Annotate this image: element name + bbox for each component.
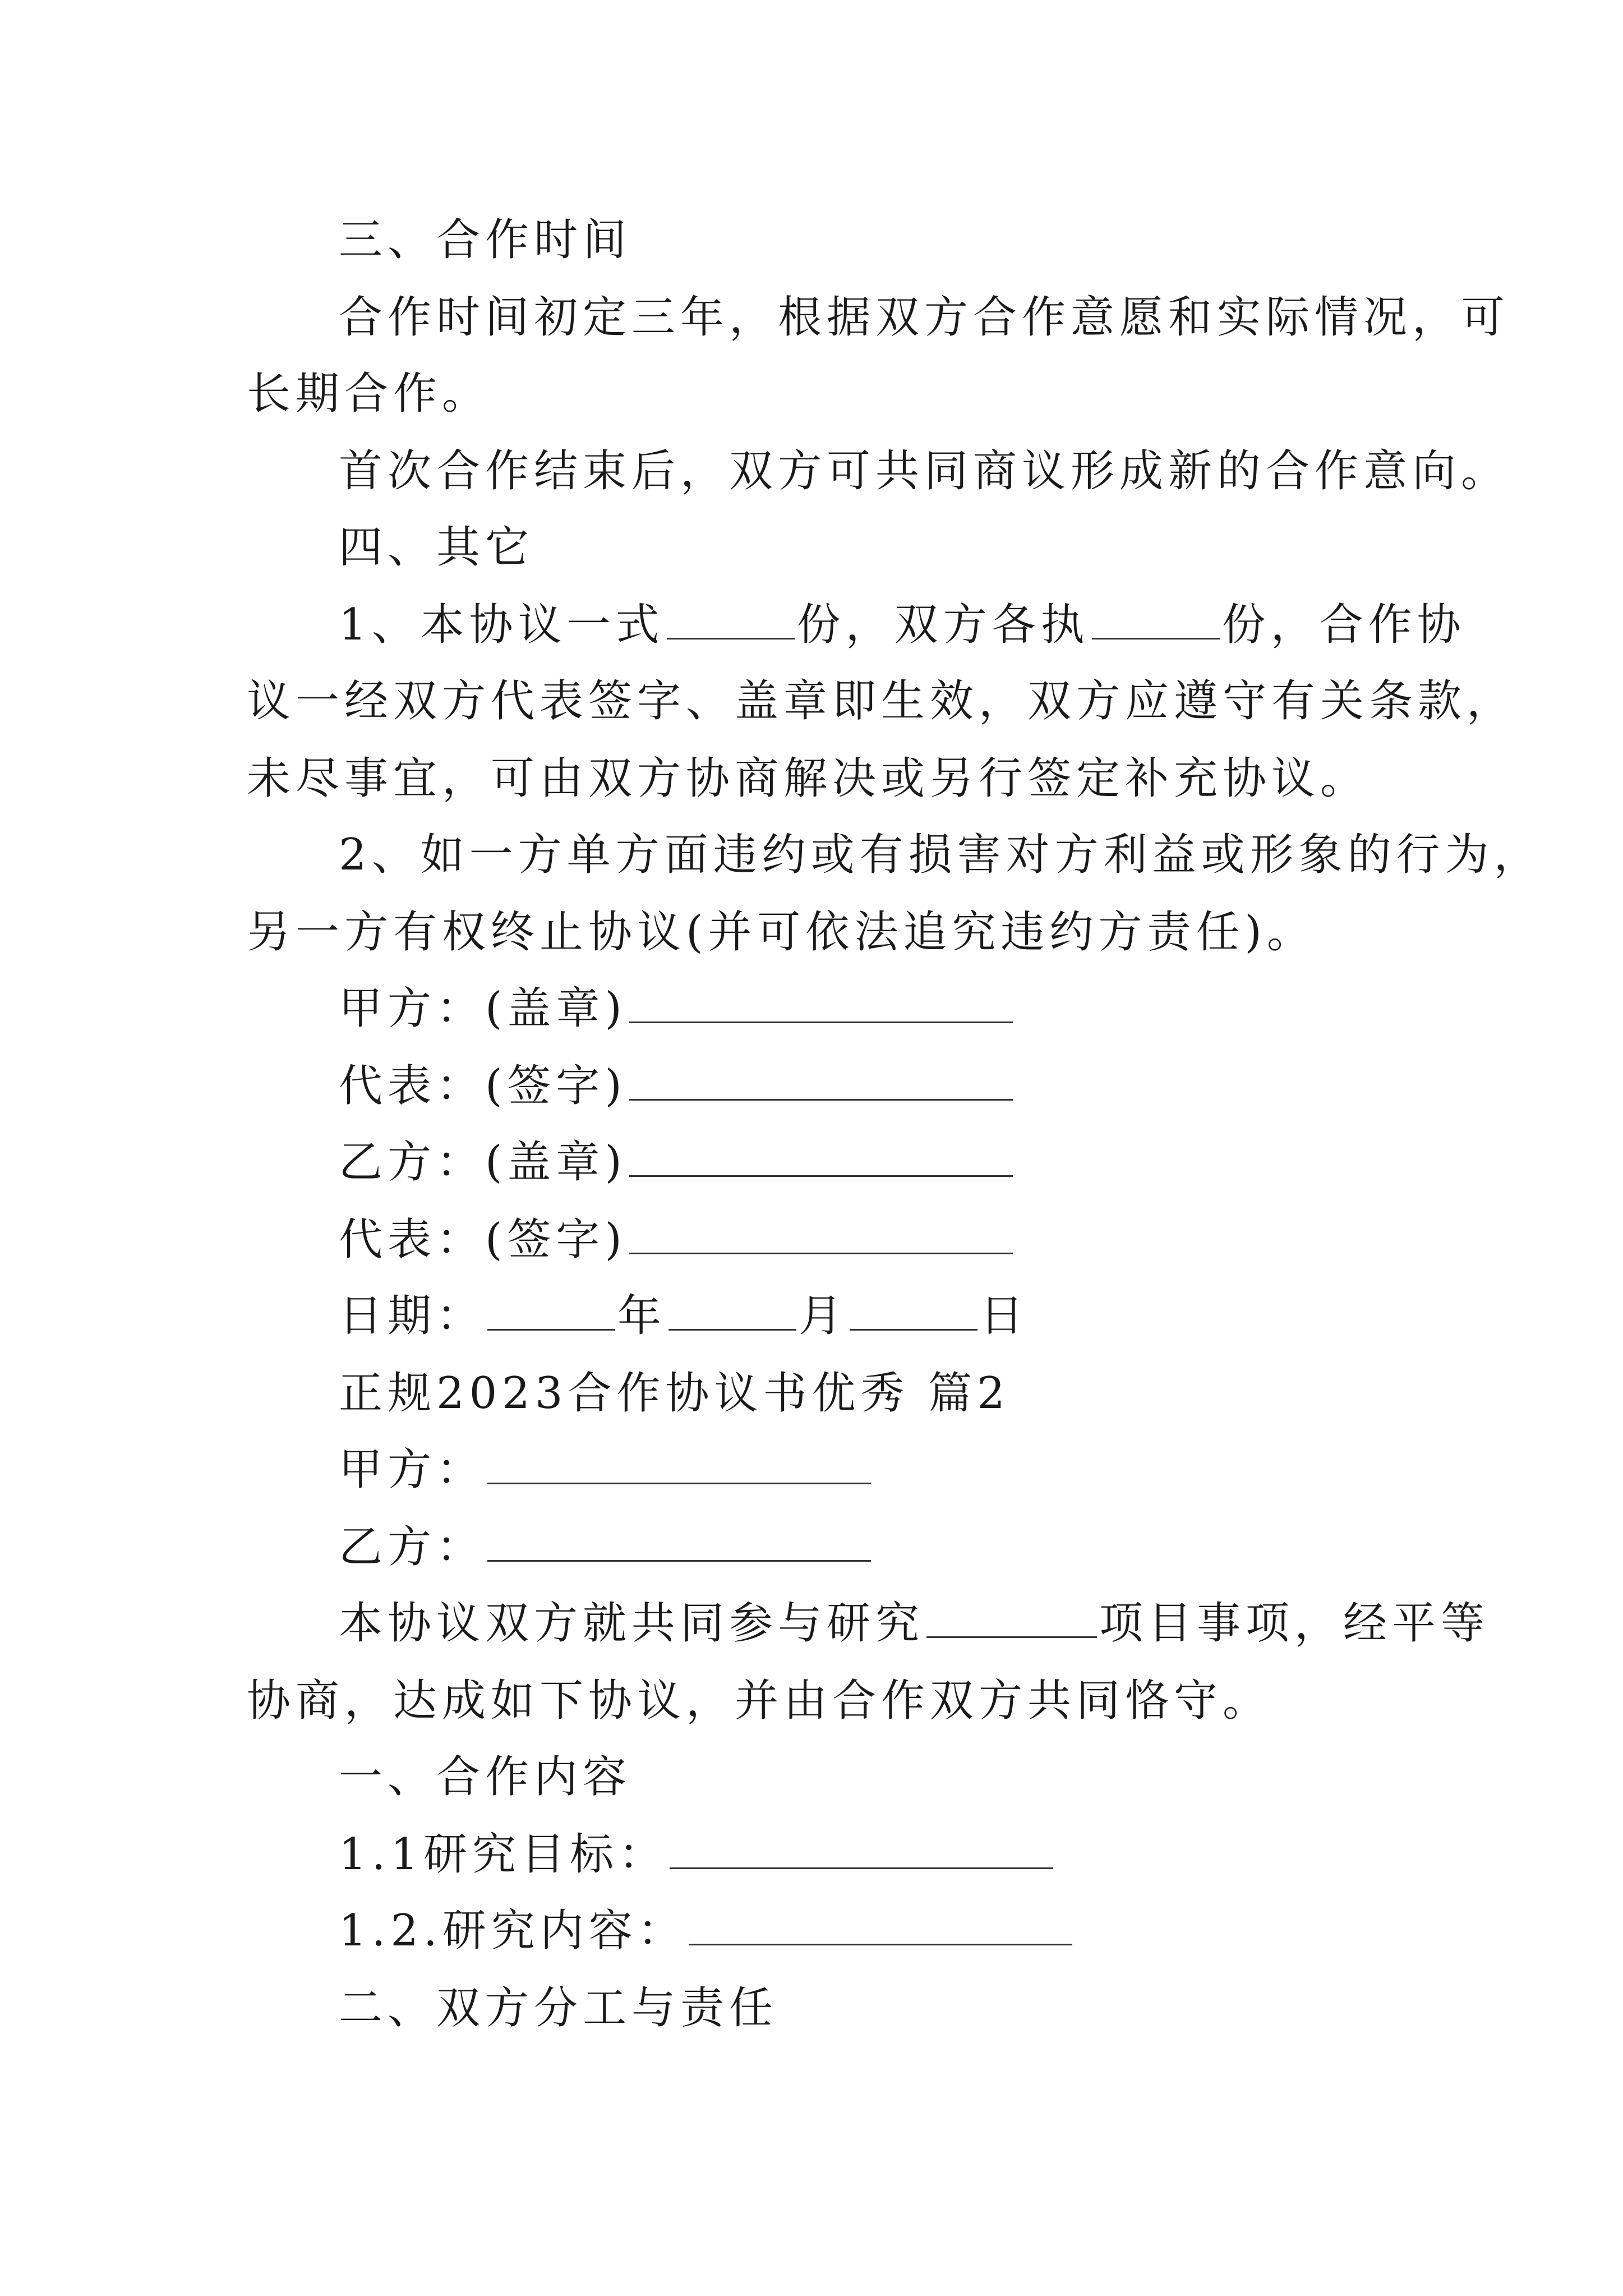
signature-field-representative (339, 1058, 1015, 1114)
text-run: 甲方：(盖章) (339, 983, 627, 1034)
paragraph-line (247, 673, 1515, 729)
text-run: 2、如一方单方面违约或有损害对方利益或形象的行为， (339, 830, 1543, 880)
text-run: 日 (980, 1291, 1029, 1341)
text-run: 年 (617, 1291, 667, 1341)
fill-in-blank (487, 1294, 615, 1331)
text-run: 1、本协议一式 (339, 600, 665, 650)
signature-field-representative (339, 1212, 1015, 1268)
text-run: 议一经双方代表签字、盖章即生效，双方应遵守有关条款， (247, 676, 1516, 726)
section-title-part-2 (339, 1365, 1010, 1421)
paragraph-line (339, 289, 1510, 346)
fill-in-blank (926, 1602, 1097, 1638)
fill-in-blank (1092, 603, 1220, 639)
text-run: 本协议双方就共同参与研究 (339, 1598, 925, 1649)
fill-in-blank (629, 1140, 1013, 1177)
research-goal-field (339, 1826, 1055, 1883)
fill-in-blank (487, 1525, 871, 1562)
fill-in-blank (629, 1064, 1013, 1101)
text-run: 协商，达成如下协议，并由合作双方共同恪守。 (247, 1676, 1272, 1726)
text-run: 首次合作结束后，双方可共同商议形成新的合作意向。 (339, 446, 1510, 496)
text-run: 二、双方分工与责任 (339, 1983, 778, 2033)
text-run: 月 (799, 1291, 848, 1341)
text-run: 份，合作协 (1221, 600, 1466, 650)
heading-other (339, 519, 534, 576)
signature-field-party-a-seal (339, 981, 1015, 1037)
fill-in-blank (629, 1218, 1013, 1254)
text-run: 甲方： (339, 1444, 486, 1495)
paragraph-line (339, 827, 1543, 883)
text-run: 乙方： (339, 1522, 486, 1572)
text-run: 正规2023合作协议书优秀 篇2 (339, 1368, 1010, 1419)
paragraph-line (247, 904, 1316, 960)
fill-in-blank (667, 603, 795, 639)
heading-division-of-responsibility (339, 1980, 778, 2036)
paragraph-line (247, 1673, 1271, 1729)
paragraph-line (339, 1595, 1490, 1651)
text-run: 乙方：(盖章) (339, 1137, 627, 1188)
fill-in-blank (670, 1833, 1053, 1869)
text-run: 合作时间初定三年，根据双方合作意愿和实际情况，可 (339, 292, 1510, 343)
text-run: 份，双方各执 (796, 600, 1090, 650)
fill-in-blank (668, 1294, 796, 1331)
date-field (339, 1288, 1029, 1344)
party-b-field (339, 1519, 873, 1575)
text-run: 未尽事宜，可由双方协商解决或另行签定补充协议。 (247, 753, 1370, 804)
paragraph-line (247, 366, 491, 422)
fill-in-blank (850, 1294, 978, 1331)
text-run: 日期： (339, 1291, 486, 1341)
text-run: 代表：(签字) (339, 1214, 627, 1265)
text-run: 四、其它 (339, 522, 534, 573)
fill-in-blank (487, 1448, 871, 1484)
text-run: 1.1研究目标： (339, 1829, 668, 1880)
research-content-field (339, 1903, 1075, 1959)
heading-cooperation-period (339, 212, 631, 268)
fill-in-blank (629, 987, 1013, 1023)
text-run: 代表：(签字) (339, 1061, 627, 1111)
paragraph-line (339, 443, 1510, 499)
text-run: 另一方有权终止协议(并可依法追究违约方责任)。 (247, 907, 1316, 958)
text-run: 项目事项，经平等 (1099, 1598, 1490, 1649)
party-a-field (339, 1442, 873, 1498)
text-run: 长期合作。 (247, 369, 491, 419)
paragraph-line (339, 597, 1466, 653)
heading-cooperation-content (339, 1749, 631, 1805)
text-run: 1.2.研究内容： (339, 1906, 686, 1956)
text-run: 一、合作内容 (339, 1752, 632, 1802)
text-run: 三、合作时间 (339, 215, 632, 265)
signature-field-party-b-seal (339, 1134, 1015, 1190)
fill-in-blank (689, 1909, 1072, 1945)
paragraph-line (247, 751, 1369, 807)
